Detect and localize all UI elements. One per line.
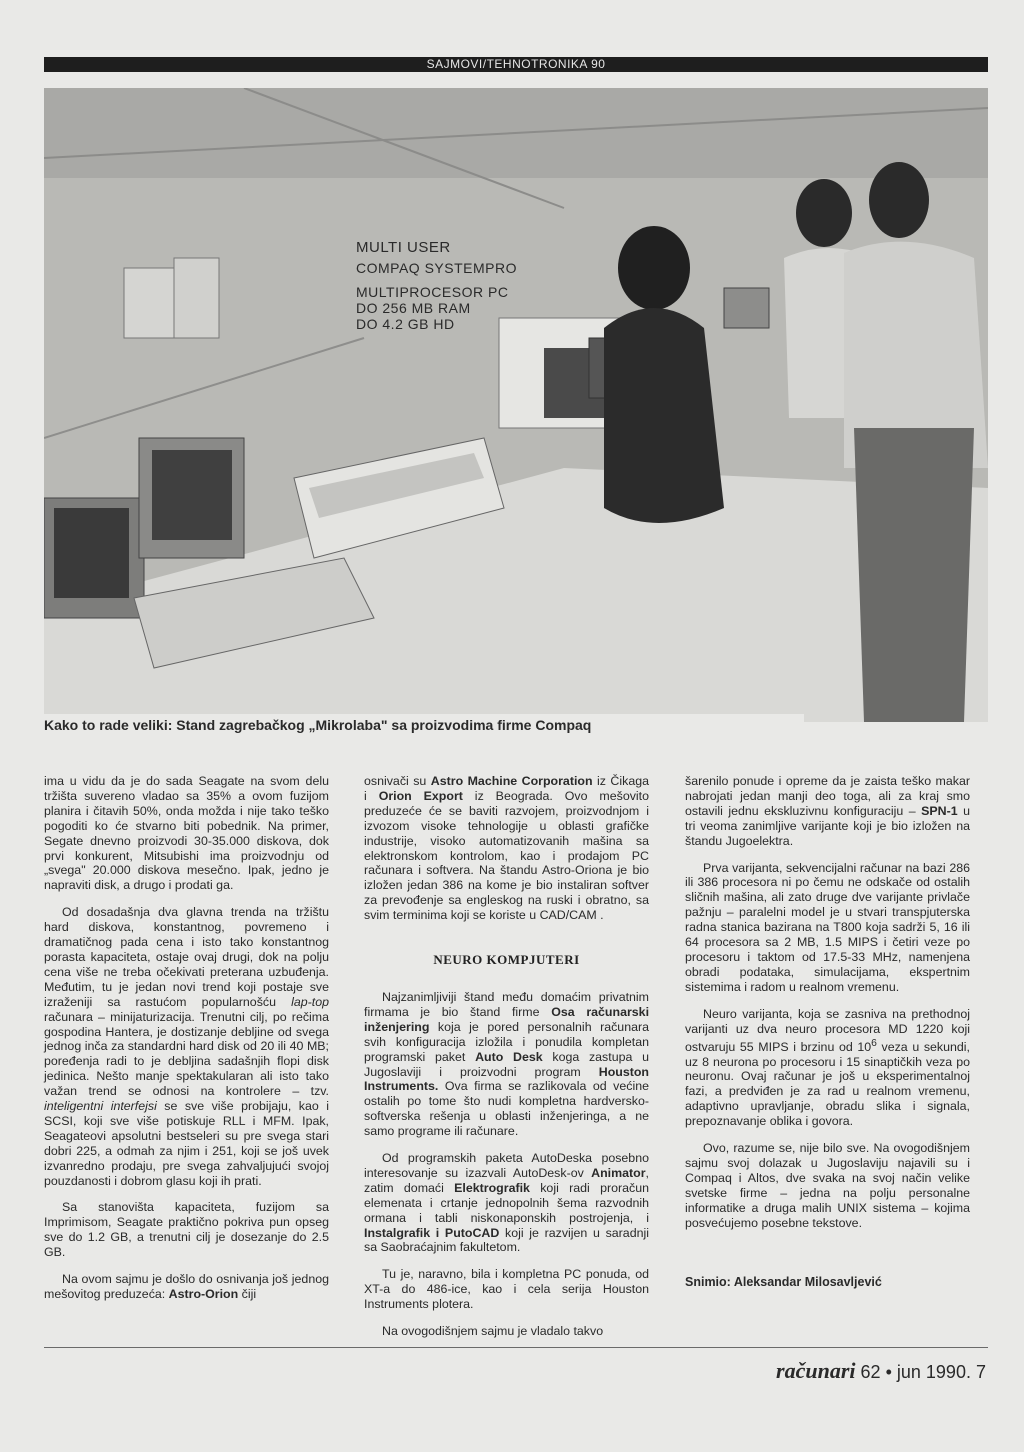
sign-line: MULTIPROCESOR PC (356, 284, 509, 300)
paragraph: ima u vidu da je do sada Seagate na svom delu tržišta suvereno vladao sa 35% a ovom fuzijom planira i čitavih 50%, onda možda i nije tako teško pogoditi ko će stvarno biti pobednik. Na primer, Segate dnevno proizvodi 30-35.000 diskova, dok prvi konkurent, Mitsubishi ima proizvodnju od „svega" 20.000 diskova mesečno. Ipak, jedno je napraviti disk, a drugo i prodati ga. (44, 774, 329, 893)
paragraph: Sa stanovišta kapaciteta, fuzijom sa Imprimisom, Seagate praktično pokriva pun opseg sve do 1.2 GB, a trenutni cilj je dosezanje do 2.5 GB. (44, 1200, 329, 1260)
sign-line: MULTI USER (356, 239, 451, 256)
paragraph: Na ovom sajmu je došlo do osnivanja još jednog mešovitog preduzeća: Astro-Orion čiji (44, 1272, 329, 1301)
section-header-text: SAJMOVI/TEHNOTRONIKA 90 (426, 57, 606, 71)
issue-number: 62 (860, 1362, 881, 1382)
photo-credit: Snimio: Aleksandar Milosavljević (685, 1274, 882, 1289)
article-column-2 (364, 774, 649, 1351)
sign-line: DO 256 MB RAM (356, 300, 471, 316)
paragraph: Najzanimljiviji štand među domaćim privatnim firmama je bio štand firme Osa računarski inženjering koja je pored personalnih računara svih konfiguracija izložila i ponudila kompletan programski paket Auto Desk koga zastupa u Jugoslaviji i proizvodni program Houston Instruments. Ova firma se razlikovala od većine ostalih po tome što nudi kompletna hardversko-softverska rešenja u oblasti inženjeringa, a ne samo programe ili računare. (364, 989, 650, 1139)
paragraph: šarenilo ponude i opreme da je zaista teško makar nabrojati jedan manji deo toga, ali za kraj smo ostavili jednu ekskluzivnu konfiguraciju – SPN-1 u tri veoma zanimljive varijante koji je bio izložen na štandu Jugoelektra. (685, 774, 971, 848)
article-column-1 (44, 774, 329, 1314)
footer-rule (44, 1347, 988, 1348)
article-column-3 (685, 774, 970, 1289)
sign-line: COMPAQ SYSTEMPRO (356, 260, 517, 276)
compaq-sign (356, 238, 596, 332)
paragraph: Tu je, naravno, bila i kompletna PC ponuda, od XT-a do 486-ice, kao i cela serija Houston Instruments plotera. (364, 1267, 649, 1312)
paragraph: Ovo, razume se, nije bilo sve. Na ovogodišnjem sajmu svoj dolazak u Jugoslaviju najavili su i Compaq i Altos, dve svaka na svoj način velike svetske firme – jedna na polju personalne informatike a druga malih UNIX sistema – kojima posvećujemo posebne tekstove. (685, 1141, 970, 1230)
sign-line: DO 4.2 GB HD (356, 316, 455, 332)
photo-illustration (44, 88, 988, 722)
paragraph: Na ovogodišnjem sajmu je vladalo takvo (382, 1324, 604, 1339)
section-header (44, 57, 988, 72)
issue-date: jun 1990. (896, 1362, 971, 1382)
page-number: 7 (975, 1362, 986, 1382)
paragraph: Prva varijanta, sekvencijalni računar na bazi 286 ili 386 procesora ni po čemu ne odskače od ostalih sličnih mašina, ali zato druge dve varijante privlače pažnju – paralelni model je u stvari transpjuterska radna stanica bazirana na T800 koja sadrži 5, 16 ili 64 procesora sa 2 MB, 1.5 MIPS i četiri veze po procesoru i taktom od 17.5-33 MHz, namenjena obradi podataka, simulacijama, ekspertnim sistemima i radom u realnom vremenu. (685, 860, 970, 994)
section-title: NEURO KOMPJUTERI (433, 952, 580, 968)
footer-bullet: • (885, 1362, 892, 1382)
page-footer (776, 1358, 986, 1384)
paragraph: Neuro varijanta, koja se zasniva na prethodnoj varijanti uz dva neuro procesora MD 1220 koji ostvaruju 55 MIPS i brzinu od $10^6$ veza u sekundi, uz 8 neurona po procesoru i 15 sinaptičkih veza po neuronu. Ovaj računar je još u eksperimentalnoj fazi, a predviđen je za rad u realnom vremenu, adaptivno upravljanje, obradu slika i signala, prepoznavanje oblika i govora. (685, 1006, 970, 1129)
paragraph: osnivači su Astro Machine Corporation iz Čikaga i Orion Export iz Beograda. Ovo mešovito preduzeće će se baviti razvojem, proizvodnjom i izvozom visoke tehnologije u oblasti grafičke industrije, visoko automatizovanih mašina sa elektronskom kontrolom, kao i prodajom PC računara i softvera. Na štandu Astro-Oriona je bio izložen jedan 386 na kome je bio instaliran softver za prevođenje sa engleskog na ruski i obratno, sa svim terminima koji se koriste u CAD/CAM . (364, 774, 649, 923)
exhibition-photo (44, 88, 988, 722)
magazine-logo: računari (776, 1358, 856, 1383)
paragraph: Od dosadašnja dva glavna trenda na tržištu hard diskova, konstantnog, povremeno i dramatičnog pada cena i isto tako konstantnog porasta kapaciteta, ostaje ovaj drugi, dok na polju cena više ne treba očekivati preterana uzbuđenja. Međutim, tu je jedan novi trend koji postaje sve izraženiji sa rastućom popularnošću lap-top računara – minijaturizacija. Trenutni cilj, po rečima gospodina Hantera, je dostizanje debljine od svega jednog inča za standardni hard disk od 20 ili 40 MB; poređenja radi to je debljina sadašnjih flopi disk jedinica. Nešto manje spektakularan ali isto tako važan trend se odnosi na kontrolere – tzv. inteligentni interfejsi se sve više probijaju, kao i SCSI, koji sve više potiskuje RLL i MFM. Ipak, Seagateovi apsolutni bestseleri su pre svega stari dobri 225, a odmah za njim i 251, koji se još uvek izvanredno prodaju, pre svega zahvaljujući svojoj pouzdanosti i dobrom glasu koji ih prati. (44, 905, 329, 1188)
paragraph: Od programskih paketa AutoDeska posebno interesovanje su izazvali AutoDesk-ov Animator, zatim domaći Elektrografik koji radi proračun elemenata i crtanje jednopolnih šema razvodnih ormana i tabli niskonaponskih postrojenja, i Instalgrafik i PutoCAD koji je razvijen u saradnji sa Saobraćajnim fakultetom. (364, 1151, 650, 1255)
photo-caption: Kako to rade veliki: Stand zagrebačkog „Mikrolaba" sa proizvodima firme Compaq (44, 714, 804, 734)
